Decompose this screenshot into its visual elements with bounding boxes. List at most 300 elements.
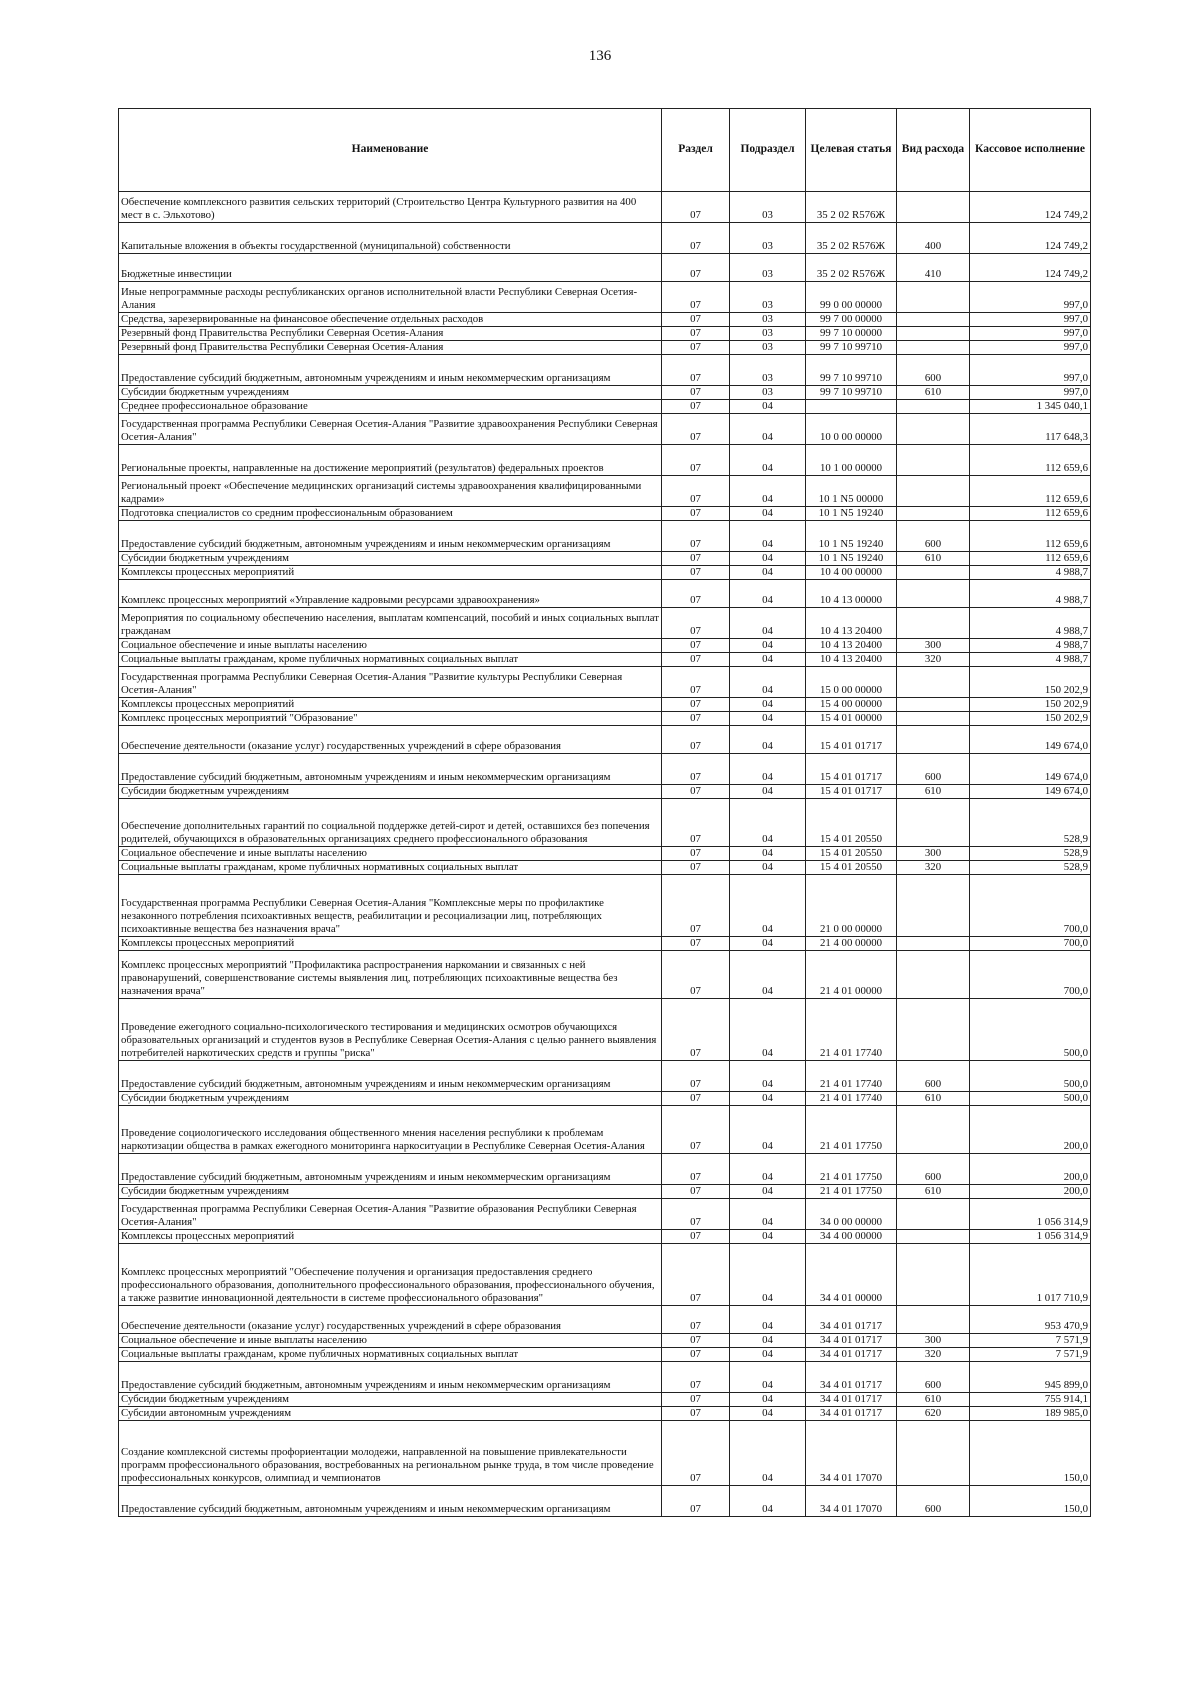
row-target: 99 7 10 00000: [806, 327, 897, 341]
row-section: 07: [662, 1230, 730, 1244]
row-name: Социальное обеспечение и иные выплаты населению: [119, 847, 662, 861]
row-section: 07: [662, 999, 730, 1061]
row-subsection: 04: [730, 951, 806, 999]
row-type: 610: [897, 785, 970, 799]
row-subsection: 04: [730, 445, 806, 476]
row-subsection: 04: [730, 698, 806, 712]
row-amount: 500,0: [970, 1092, 1091, 1106]
row-type: [897, 698, 970, 712]
row-subsection: 04: [730, 552, 806, 566]
row-target: 34 0 00 00000: [806, 1199, 897, 1230]
table-row: [119, 341, 1091, 355]
row-section: 07: [662, 799, 730, 847]
row-target: 99 7 00 00000: [806, 313, 897, 327]
row-name: Социальное обеспечение и иные выплаты населению: [119, 639, 662, 653]
row-subsection: 04: [730, 785, 806, 799]
row-section: 07: [662, 1393, 730, 1407]
table-row: [119, 414, 1091, 445]
row-name: Государственная программа Республики Северная Осетия-Алания "Развитие культуры Республики Северная Осетия-Алания": [119, 667, 662, 698]
row-subsection: 03: [730, 386, 806, 400]
row-target: 15 4 01 20550: [806, 847, 897, 861]
row-type: 410: [897, 254, 970, 282]
table-row: [119, 355, 1091, 386]
row-subsection: 04: [730, 667, 806, 698]
row-target: 21 4 01 17740: [806, 1092, 897, 1106]
row-amount: 1 056 314,9: [970, 1199, 1091, 1230]
row-type: [897, 566, 970, 580]
row-name: Субсидии бюджетным учреждениям: [119, 785, 662, 799]
row-target: [806, 400, 897, 414]
header-name: Наименование: [119, 109, 662, 192]
row-target: 34 4 01 01717: [806, 1306, 897, 1334]
table-row: [119, 192, 1091, 223]
row-section: 07: [662, 476, 730, 507]
table-row: [119, 1154, 1091, 1185]
row-target: 21 0 00 00000: [806, 875, 897, 937]
table-row: [119, 754, 1091, 785]
table-header: [119, 109, 1091, 192]
row-type: 400: [897, 223, 970, 254]
row-target: 10 1 N5 00000: [806, 476, 897, 507]
row-section: 07: [662, 1421, 730, 1486]
row-amount: 149 674,0: [970, 785, 1091, 799]
row-amount: 7 571,9: [970, 1334, 1091, 1348]
row-type: 600: [897, 754, 970, 785]
row-type: 610: [897, 1185, 970, 1199]
row-section: 07: [662, 1199, 730, 1230]
row-target: 34 4 01 01717: [806, 1334, 897, 1348]
row-name: Обеспечение дополнительных гарантий по социальной поддержке детей-сирот и детей, оставшихся без попечения родителей, обучающихся в образовательных организациях среднего профессионального образования: [119, 799, 662, 847]
row-section: 07: [662, 698, 730, 712]
row-target: 34 4 01 01717: [806, 1362, 897, 1393]
row-amount: 997,0: [970, 386, 1091, 400]
row-section: 07: [662, 1348, 730, 1362]
table-body: [119, 192, 1091, 1517]
row-section: 07: [662, 951, 730, 999]
row-type: 610: [897, 1092, 970, 1106]
row-type: 300: [897, 847, 970, 861]
row-section: 07: [662, 754, 730, 785]
row-subsection: 04: [730, 400, 806, 414]
row-target: 35 2 02 R576Ж: [806, 192, 897, 223]
row-target: 35 2 02 R576Ж: [806, 223, 897, 254]
table-row: [119, 254, 1091, 282]
row-target: 15 4 00 00000: [806, 698, 897, 712]
row-section: 07: [662, 355, 730, 386]
table-row: [119, 386, 1091, 400]
row-name: Резервный фонд Правительства Республики Северная Осетия-Алания: [119, 327, 662, 341]
row-subsection: 04: [730, 1244, 806, 1306]
row-subsection: 04: [730, 1348, 806, 1362]
row-type: [897, 327, 970, 341]
table-row: [119, 1306, 1091, 1334]
row-name: Предоставление субсидий бюджетным, автономным учреждениям и иным некоммерческим организациям: [119, 521, 662, 552]
row-name: Иные непрограммные расходы республиканских органов исполнительной власти Республики Северная Осетия-Алания: [119, 282, 662, 313]
row-section: 07: [662, 552, 730, 566]
row-section: 07: [662, 1334, 730, 1348]
row-name: Социальные выплаты гражданам, кроме публичных нормативных социальных выплат: [119, 1348, 662, 1362]
row-amount: 997,0: [970, 355, 1091, 386]
table-row: [119, 861, 1091, 875]
row-subsection: 04: [730, 1362, 806, 1393]
row-target: 34 4 01 01717: [806, 1393, 897, 1407]
row-type: 600: [897, 1486, 970, 1517]
table-row: [119, 1393, 1091, 1407]
row-section: 07: [662, 937, 730, 951]
row-subsection: 03: [730, 282, 806, 313]
row-type: [897, 726, 970, 754]
row-amount: 112 659,6: [970, 445, 1091, 476]
row-target: 10 4 00 00000: [806, 566, 897, 580]
row-subsection: 04: [730, 1230, 806, 1244]
row-name: Комплекс процессных мероприятий "Профилактика распространения наркомании и связанных с ней правонарушений, совершенствование системы выявления лиц, потребляющих психоактивные вещества без назначения врача": [119, 951, 662, 999]
row-subsection: 04: [730, 1393, 806, 1407]
row-section: 07: [662, 1154, 730, 1185]
row-name: Комплекс процессных мероприятий "Обеспечение получения и организация предоставления среднего профессионального образования, дополнительного профессионального образования, профессионального обучения, а также развитие инновационной деятельности в системе профессионального образования": [119, 1244, 662, 1306]
row-type: [897, 1421, 970, 1486]
row-type: 320: [897, 861, 970, 875]
table-row: [119, 1334, 1091, 1348]
row-subsection: 04: [730, 476, 806, 507]
row-name: Обеспечение деятельности (оказание услуг) государственных учреждений в сфере образования: [119, 1306, 662, 1334]
row-subsection: 04: [730, 580, 806, 608]
row-target: 10 4 13 00000: [806, 580, 897, 608]
row-type: [897, 608, 970, 639]
row-target: 15 4 01 01717: [806, 785, 897, 799]
row-subsection: 04: [730, 1306, 806, 1334]
row-name: Государственная программа Республики Северная Осетия-Алания "Развитие здравоохранения Республики Северная Осетия-Алания": [119, 414, 662, 445]
row-name: Субсидии бюджетным учреждениям: [119, 1393, 662, 1407]
table-row: [119, 476, 1091, 507]
table-row: [119, 847, 1091, 861]
row-amount: 500,0: [970, 1061, 1091, 1092]
row-amount: 953 470,9: [970, 1306, 1091, 1334]
row-name: Субсидии автономным учреждениям: [119, 1407, 662, 1421]
row-target: 15 4 01 01717: [806, 754, 897, 785]
table-row: [119, 799, 1091, 847]
row-section: 07: [662, 400, 730, 414]
row-name: Государственная программа Республики Северная Осетия-Алания "Развитие образования Республики Северная Осетия-Алания": [119, 1199, 662, 1230]
row-amount: 150 202,9: [970, 698, 1091, 712]
row-subsection: 04: [730, 875, 806, 937]
row-type: [897, 1306, 970, 1334]
table-row: [119, 951, 1091, 999]
row-type: 600: [897, 1061, 970, 1092]
row-amount: 1 345 040,1: [970, 400, 1091, 414]
row-section: 07: [662, 507, 730, 521]
row-amount: 150 202,9: [970, 667, 1091, 698]
row-section: 07: [662, 1106, 730, 1154]
row-name: Региональный проект «Обеспечение медицинских организаций системы здравоохранения квалифицированными кадрами»: [119, 476, 662, 507]
row-name: Предоставление субсидий бюджетным, автономным учреждениям и иным некоммерческим организациям: [119, 1362, 662, 1393]
row-type: [897, 667, 970, 698]
table-row: [119, 1407, 1091, 1421]
row-name: Капитальные вложения в объекты государственной (муниципальной) собственности: [119, 223, 662, 254]
row-section: 07: [662, 414, 730, 445]
row-name: Комплексы процессных мероприятий: [119, 937, 662, 951]
table-row: [119, 1244, 1091, 1306]
row-subsection: 04: [730, 507, 806, 521]
table-row: [119, 507, 1091, 521]
row-amount: 4 988,7: [970, 653, 1091, 667]
row-type: 610: [897, 1393, 970, 1407]
table-row: [119, 937, 1091, 951]
row-target: 10 0 00 00000: [806, 414, 897, 445]
row-amount: 4 988,7: [970, 580, 1091, 608]
row-name: Комплексы процессных мероприятий: [119, 1230, 662, 1244]
row-type: 620: [897, 1407, 970, 1421]
table-row: [119, 1199, 1091, 1230]
row-section: 07: [662, 580, 730, 608]
row-amount: 700,0: [970, 951, 1091, 999]
row-subsection: 04: [730, 521, 806, 552]
row-subsection: 04: [730, 639, 806, 653]
row-section: 07: [662, 521, 730, 552]
row-subsection: 04: [730, 1092, 806, 1106]
row-name: Региональные проекты, направленные на достижение мероприятий (результатов) федеральных проектов: [119, 445, 662, 476]
row-name: Социальные выплаты гражданам, кроме публичных нормативных социальных выплат: [119, 861, 662, 875]
row-amount: 997,0: [970, 282, 1091, 313]
row-target: 34 4 01 17070: [806, 1486, 897, 1517]
row-subsection: 04: [730, 847, 806, 861]
row-amount: 150,0: [970, 1486, 1091, 1517]
table-row: [119, 608, 1091, 639]
row-target: 10 1 00 00000: [806, 445, 897, 476]
table-row: [119, 1092, 1091, 1106]
row-type: [897, 400, 970, 414]
row-amount: 700,0: [970, 937, 1091, 951]
row-target: 34 4 01 17070: [806, 1421, 897, 1486]
row-section: 07: [662, 608, 730, 639]
row-target: 10 1 N5 19240: [806, 552, 897, 566]
row-section: 07: [662, 861, 730, 875]
row-target: 21 4 00 00000: [806, 937, 897, 951]
table-row: [119, 1230, 1091, 1244]
row-type: [897, 1230, 970, 1244]
row-section: 07: [662, 1407, 730, 1421]
row-subsection: 04: [730, 1421, 806, 1486]
row-subsection: 04: [730, 1061, 806, 1092]
row-target: 21 4 01 17740: [806, 999, 897, 1061]
row-type: [897, 580, 970, 608]
row-target: 15 4 01 20550: [806, 799, 897, 847]
table-row: [119, 712, 1091, 726]
row-section: 07: [662, 282, 730, 313]
table-row: [119, 313, 1091, 327]
row-target: 21 4 01 17750: [806, 1106, 897, 1154]
row-section: 07: [662, 192, 730, 223]
row-target: 10 4 13 20400: [806, 653, 897, 667]
row-type: 610: [897, 386, 970, 400]
table-row: [119, 1362, 1091, 1393]
row-type: [897, 951, 970, 999]
table-row: [119, 639, 1091, 653]
row-name: Субсидии бюджетным учреждениям: [119, 552, 662, 566]
table-row: [119, 999, 1091, 1061]
row-amount: 150,0: [970, 1421, 1091, 1486]
row-name: Предоставление субсидий бюджетным, автономным учреждениям и иным некоммерческим организациям: [119, 355, 662, 386]
row-type: [897, 999, 970, 1061]
row-type: 600: [897, 521, 970, 552]
row-target: 34 4 01 01717: [806, 1348, 897, 1362]
row-amount: 7 571,9: [970, 1348, 1091, 1362]
row-amount: 112 659,6: [970, 507, 1091, 521]
row-subsection: 04: [730, 1106, 806, 1154]
row-name: Субсидии бюджетным учреждениям: [119, 386, 662, 400]
row-subsection: 03: [730, 355, 806, 386]
row-target: 15 4 01 20550: [806, 861, 897, 875]
row-name: Средства, зарезервированные на финансовое обеспечение отдельных расходов: [119, 313, 662, 327]
row-name: Субсидии бюджетным учреждениям: [119, 1092, 662, 1106]
row-subsection: 04: [730, 937, 806, 951]
table-row: [119, 400, 1091, 414]
row-amount: 189 985,0: [970, 1407, 1091, 1421]
row-amount: 500,0: [970, 999, 1091, 1061]
row-section: 07: [662, 1486, 730, 1517]
row-type: [897, 341, 970, 355]
row-subsection: 03: [730, 192, 806, 223]
row-target: 10 1 N5 19240: [806, 521, 897, 552]
row-subsection: 04: [730, 712, 806, 726]
row-amount: 945 899,0: [970, 1362, 1091, 1393]
table-row: [119, 875, 1091, 937]
row-type: [897, 445, 970, 476]
row-section: 07: [662, 445, 730, 476]
table-row: [119, 1061, 1091, 1092]
row-name: Комплексы процессных мероприятий: [119, 698, 662, 712]
row-amount: 997,0: [970, 327, 1091, 341]
row-section: 07: [662, 1244, 730, 1306]
row-amount: 124 749,2: [970, 254, 1091, 282]
row-name: Резервный фонд Правительства Республики Северная Осетия-Алания: [119, 341, 662, 355]
row-amount: 124 749,2: [970, 223, 1091, 254]
row-subsection: 04: [730, 1154, 806, 1185]
row-name: Бюджетные инвестиции: [119, 254, 662, 282]
row-name: Комплекс процессных мероприятий "Образование": [119, 712, 662, 726]
row-subsection: 03: [730, 327, 806, 341]
row-amount: 149 674,0: [970, 726, 1091, 754]
row-subsection: 04: [730, 653, 806, 667]
row-type: 600: [897, 1362, 970, 1393]
row-amount: 200,0: [970, 1106, 1091, 1154]
row-amount: 528,9: [970, 799, 1091, 847]
header-target: Целевая статья: [806, 109, 897, 192]
header-subsection: Подраздел: [730, 109, 806, 192]
row-amount: 528,9: [970, 861, 1091, 875]
table-row: [119, 1421, 1091, 1486]
table-row: [119, 653, 1091, 667]
table-row: [119, 1106, 1091, 1154]
row-type: [897, 282, 970, 313]
row-type: [897, 476, 970, 507]
row-target: 21 4 01 17740: [806, 1061, 897, 1092]
row-name: Государственная программа Республики Северная Осетия-Алания "Комплексные меры по профилактике незаконного потребления психоактивных веществ, реабилитации и ресоциализации лиц, потребляющих психоактивные вещества без назначения врача": [119, 875, 662, 937]
table-row: [119, 785, 1091, 799]
row-name: Мероприятия по социальному обеспечению населения, выплатам компенсаций, пособий и иных социальных выплат гражданам: [119, 608, 662, 639]
row-amount: 1 017 710,9: [970, 1244, 1091, 1306]
row-type: 610: [897, 552, 970, 566]
row-target: 15 0 00 00000: [806, 667, 897, 698]
row-target: 34 4 01 00000: [806, 1244, 897, 1306]
table-row: [119, 327, 1091, 341]
row-amount: 997,0: [970, 313, 1091, 327]
table-row: [119, 552, 1091, 566]
row-subsection: 04: [730, 414, 806, 445]
row-name: Предоставление субсидий бюджетным, автономным учреждениям и иным некоммерческим организациям: [119, 1154, 662, 1185]
row-type: [897, 1199, 970, 1230]
row-type: [897, 937, 970, 951]
table-row: [119, 698, 1091, 712]
row-target: 34 4 01 01717: [806, 1407, 897, 1421]
row-subsection: 04: [730, 608, 806, 639]
row-type: 320: [897, 653, 970, 667]
row-amount: 997,0: [970, 341, 1091, 355]
row-amount: 1 056 314,9: [970, 1230, 1091, 1244]
row-amount: 112 659,6: [970, 552, 1091, 566]
row-type: [897, 875, 970, 937]
table-row: [119, 1185, 1091, 1199]
row-type: 300: [897, 1334, 970, 1348]
row-type: 600: [897, 355, 970, 386]
row-section: 07: [662, 341, 730, 355]
table-row: [119, 223, 1091, 254]
row-section: 07: [662, 1362, 730, 1393]
row-section: 07: [662, 1306, 730, 1334]
row-section: 07: [662, 639, 730, 653]
budget-table: [118, 108, 1091, 1517]
row-type: [897, 1244, 970, 1306]
row-target: 15 4 01 01717: [806, 726, 897, 754]
row-section: 07: [662, 875, 730, 937]
row-amount: 528,9: [970, 847, 1091, 861]
row-amount: 149 674,0: [970, 754, 1091, 785]
row-subsection: 03: [730, 313, 806, 327]
row-name: Обеспечение деятельности (оказание услуг) государственных учреждений в сфере образования: [119, 726, 662, 754]
row-name: Обеспечение комплексного развития сельских территорий (Строительство Центра Культурного развития на 400 мест в с. Эльхотово): [119, 192, 662, 223]
row-subsection: 04: [730, 754, 806, 785]
header-section: Раздел: [662, 109, 730, 192]
row-subsection: 04: [730, 1185, 806, 1199]
row-subsection: 03: [730, 223, 806, 254]
row-amount: 700,0: [970, 875, 1091, 937]
row-section: 07: [662, 785, 730, 799]
row-subsection: 04: [730, 999, 806, 1061]
row-name: Социальное обеспечение и иные выплаты населению: [119, 1334, 662, 1348]
row-amount: 112 659,6: [970, 521, 1091, 552]
table-row: [119, 521, 1091, 552]
row-amount: 4 988,7: [970, 566, 1091, 580]
row-target: 10 4 13 20400: [806, 608, 897, 639]
row-name: Социальные выплаты гражданам, кроме публичных нормативных социальных выплат: [119, 653, 662, 667]
row-section: 07: [662, 254, 730, 282]
row-type: [897, 414, 970, 445]
row-target: 21 4 01 00000: [806, 951, 897, 999]
row-target: 99 7 10 99710: [806, 341, 897, 355]
row-subsection: 04: [730, 799, 806, 847]
row-target: 21 4 01 17750: [806, 1185, 897, 1199]
row-subsection: 04: [730, 1199, 806, 1230]
row-name: Комплекс процессных мероприятий «Управление кадровыми ресурсами здравоохранения»: [119, 580, 662, 608]
header-amount: Кассовое исполнение: [970, 109, 1091, 192]
row-subsection: 03: [730, 341, 806, 355]
table-row: [119, 1486, 1091, 1517]
row-type: 320: [897, 1348, 970, 1362]
row-target: 34 4 00 00000: [806, 1230, 897, 1244]
row-type: [897, 799, 970, 847]
row-section: 07: [662, 223, 730, 254]
table-row: [119, 566, 1091, 580]
row-subsection: 04: [730, 726, 806, 754]
